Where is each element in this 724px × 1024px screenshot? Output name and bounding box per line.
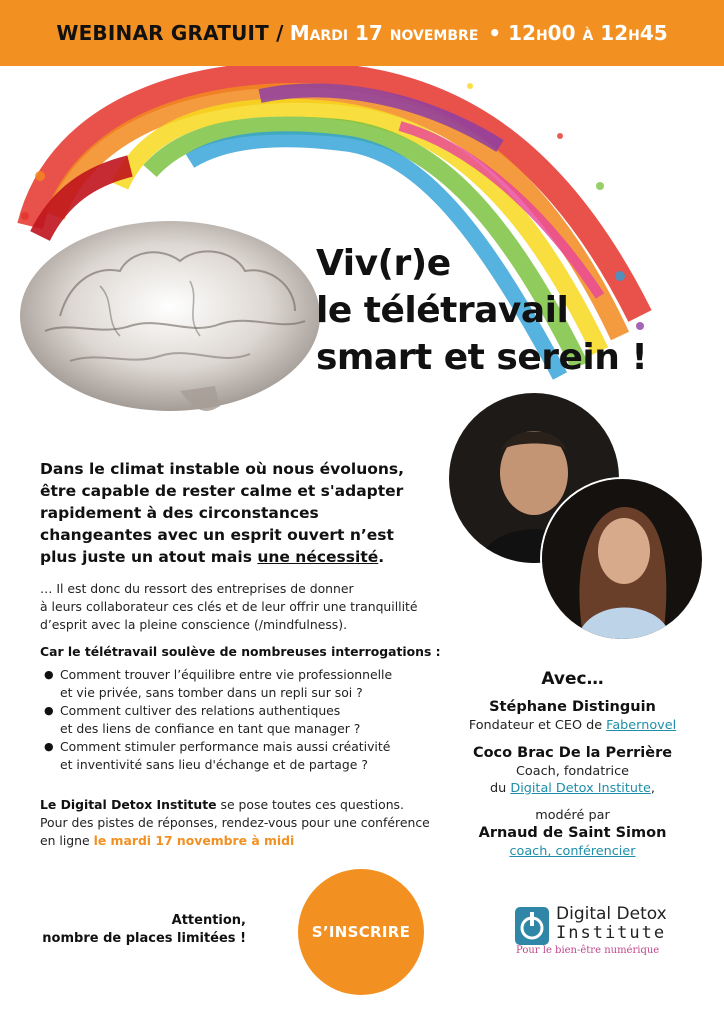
bullet-icon: ●: [44, 668, 54, 681]
questions-list: [40, 666, 440, 774]
ddi-line-3-text: en ligne: [40, 833, 94, 848]
lead-emphasis: une nécessité: [257, 548, 379, 566]
list-item: [40, 702, 440, 738]
intro-line-3: d’esprit avec la pleine conscience (/mindfulness).: [40, 617, 348, 632]
banner-time: • 12h00 à 12h45: [488, 21, 668, 45]
list-item: [40, 738, 440, 774]
lead-text: Dans le climat instable où nous évoluons, être capable de rester calme et s'adapter rapidement à des circonstances changeantes avec un esprit ouvert n’est plus juste un atout mais: [40, 460, 405, 566]
speaker-name-stephane: Stéphane Distinguin: [489, 699, 656, 715]
speaker-name-coco: Coco Brac De la Perrière: [472, 745, 673, 761]
speaker-role-coco-line1: Coach, fondatrice: [515, 764, 630, 779]
questions-heading: Car le télétravail soulève de nombreuses interrogations :: [40, 644, 441, 659]
moderated-by-label: modéré par: [535, 808, 610, 823]
logo-tagline: Pour le bien-être numérique: [516, 945, 660, 956]
ddi-link[interactable]: Digital Detox Institute: [510, 781, 651, 796]
ddi-text: se pose toutes ces questions.: [216, 797, 404, 812]
lead-paragraph: [40, 458, 420, 568]
ddi-date-highlight: le mardi 17 novembre à midi: [93, 833, 295, 848]
speaker-photo-coco: [540, 477, 704, 641]
ddi-line-2: Pour des pistes de réponses, rendez-vous pour une conférence: [40, 815, 430, 830]
list-item: [40, 666, 440, 702]
ddi-line-1: [40, 796, 460, 814]
question-line: Comment trouver l’équilibre entre vie professionnelle: [60, 667, 393, 682]
title-line-2: le télétravail: [316, 290, 569, 331]
top-banner: [0, 0, 724, 66]
speaker-role-text: du: [490, 781, 511, 796]
title-line-3: smart et serein !: [316, 337, 648, 378]
lead-end: .: [378, 548, 385, 566]
ddi-line-3: [40, 832, 460, 850]
title-line-1: Viv(r)e: [316, 243, 451, 284]
attention-line-1: Attention,: [171, 913, 246, 928]
question-line: et des liens de confiance en tant que manager ?: [60, 721, 361, 736]
speaker-role-text: Fondateur et CEO de: [468, 718, 607, 733]
question-line: et inventivité sans lieu d'échange et de partage ?: [60, 757, 368, 772]
speaker-role-coco-line2: [440, 780, 705, 797]
intro-line-2: à leurs collaborateur ces clés et de leur offrir une tranquillité: [40, 599, 418, 614]
speaker-name-arnaud: Arnaud de Saint Simon: [478, 825, 667, 841]
question-line: Comment stimuler performance mais aussi créativité: [60, 739, 391, 754]
speaker-role-stephane: [440, 717, 705, 734]
fabernovel-link[interactable]: Fabernovel: [606, 718, 677, 733]
logo-line-2: Institute: [556, 923, 667, 943]
speakers-heading: Avec…: [541, 669, 604, 689]
attention-notice: [40, 912, 246, 948]
question-line: Comment cultiver des relations authentiques: [60, 703, 341, 718]
speaker-role-arnaud: [440, 843, 705, 860]
banner-date: Mardi 17 novembre: [289, 21, 479, 45]
ddi-paragraph: [40, 796, 460, 850]
attention-line-2: nombre de places limitées !: [42, 931, 246, 946]
bullet-icon: ●: [44, 704, 54, 717]
comma-text: ,: [650, 781, 655, 796]
speakers-block: [440, 668, 705, 860]
banner-webinar-label: WEBINAR GRATUIT /: [56, 21, 284, 45]
intro-paragraph: [40, 580, 440, 634]
ddi-logo: [514, 904, 684, 964]
intro-line-1: … Il est donc du ressort des entreprises de donner: [40, 581, 354, 596]
bullet-icon: ●: [44, 740, 54, 753]
arnaud-link[interactable]: coach, conférencier: [509, 844, 636, 859]
question-line: et vie privée, sans tomber dans un repli sur soi ?: [60, 685, 363, 700]
power-icon: [514, 906, 550, 946]
register-button[interactable]: S’INSCRIRE: [298, 869, 424, 995]
logo-line-1: Digital Detox: [556, 904, 667, 924]
page-title: [316, 240, 647, 381]
ddi-name: Le Digital Detox Institute: [40, 797, 217, 812]
